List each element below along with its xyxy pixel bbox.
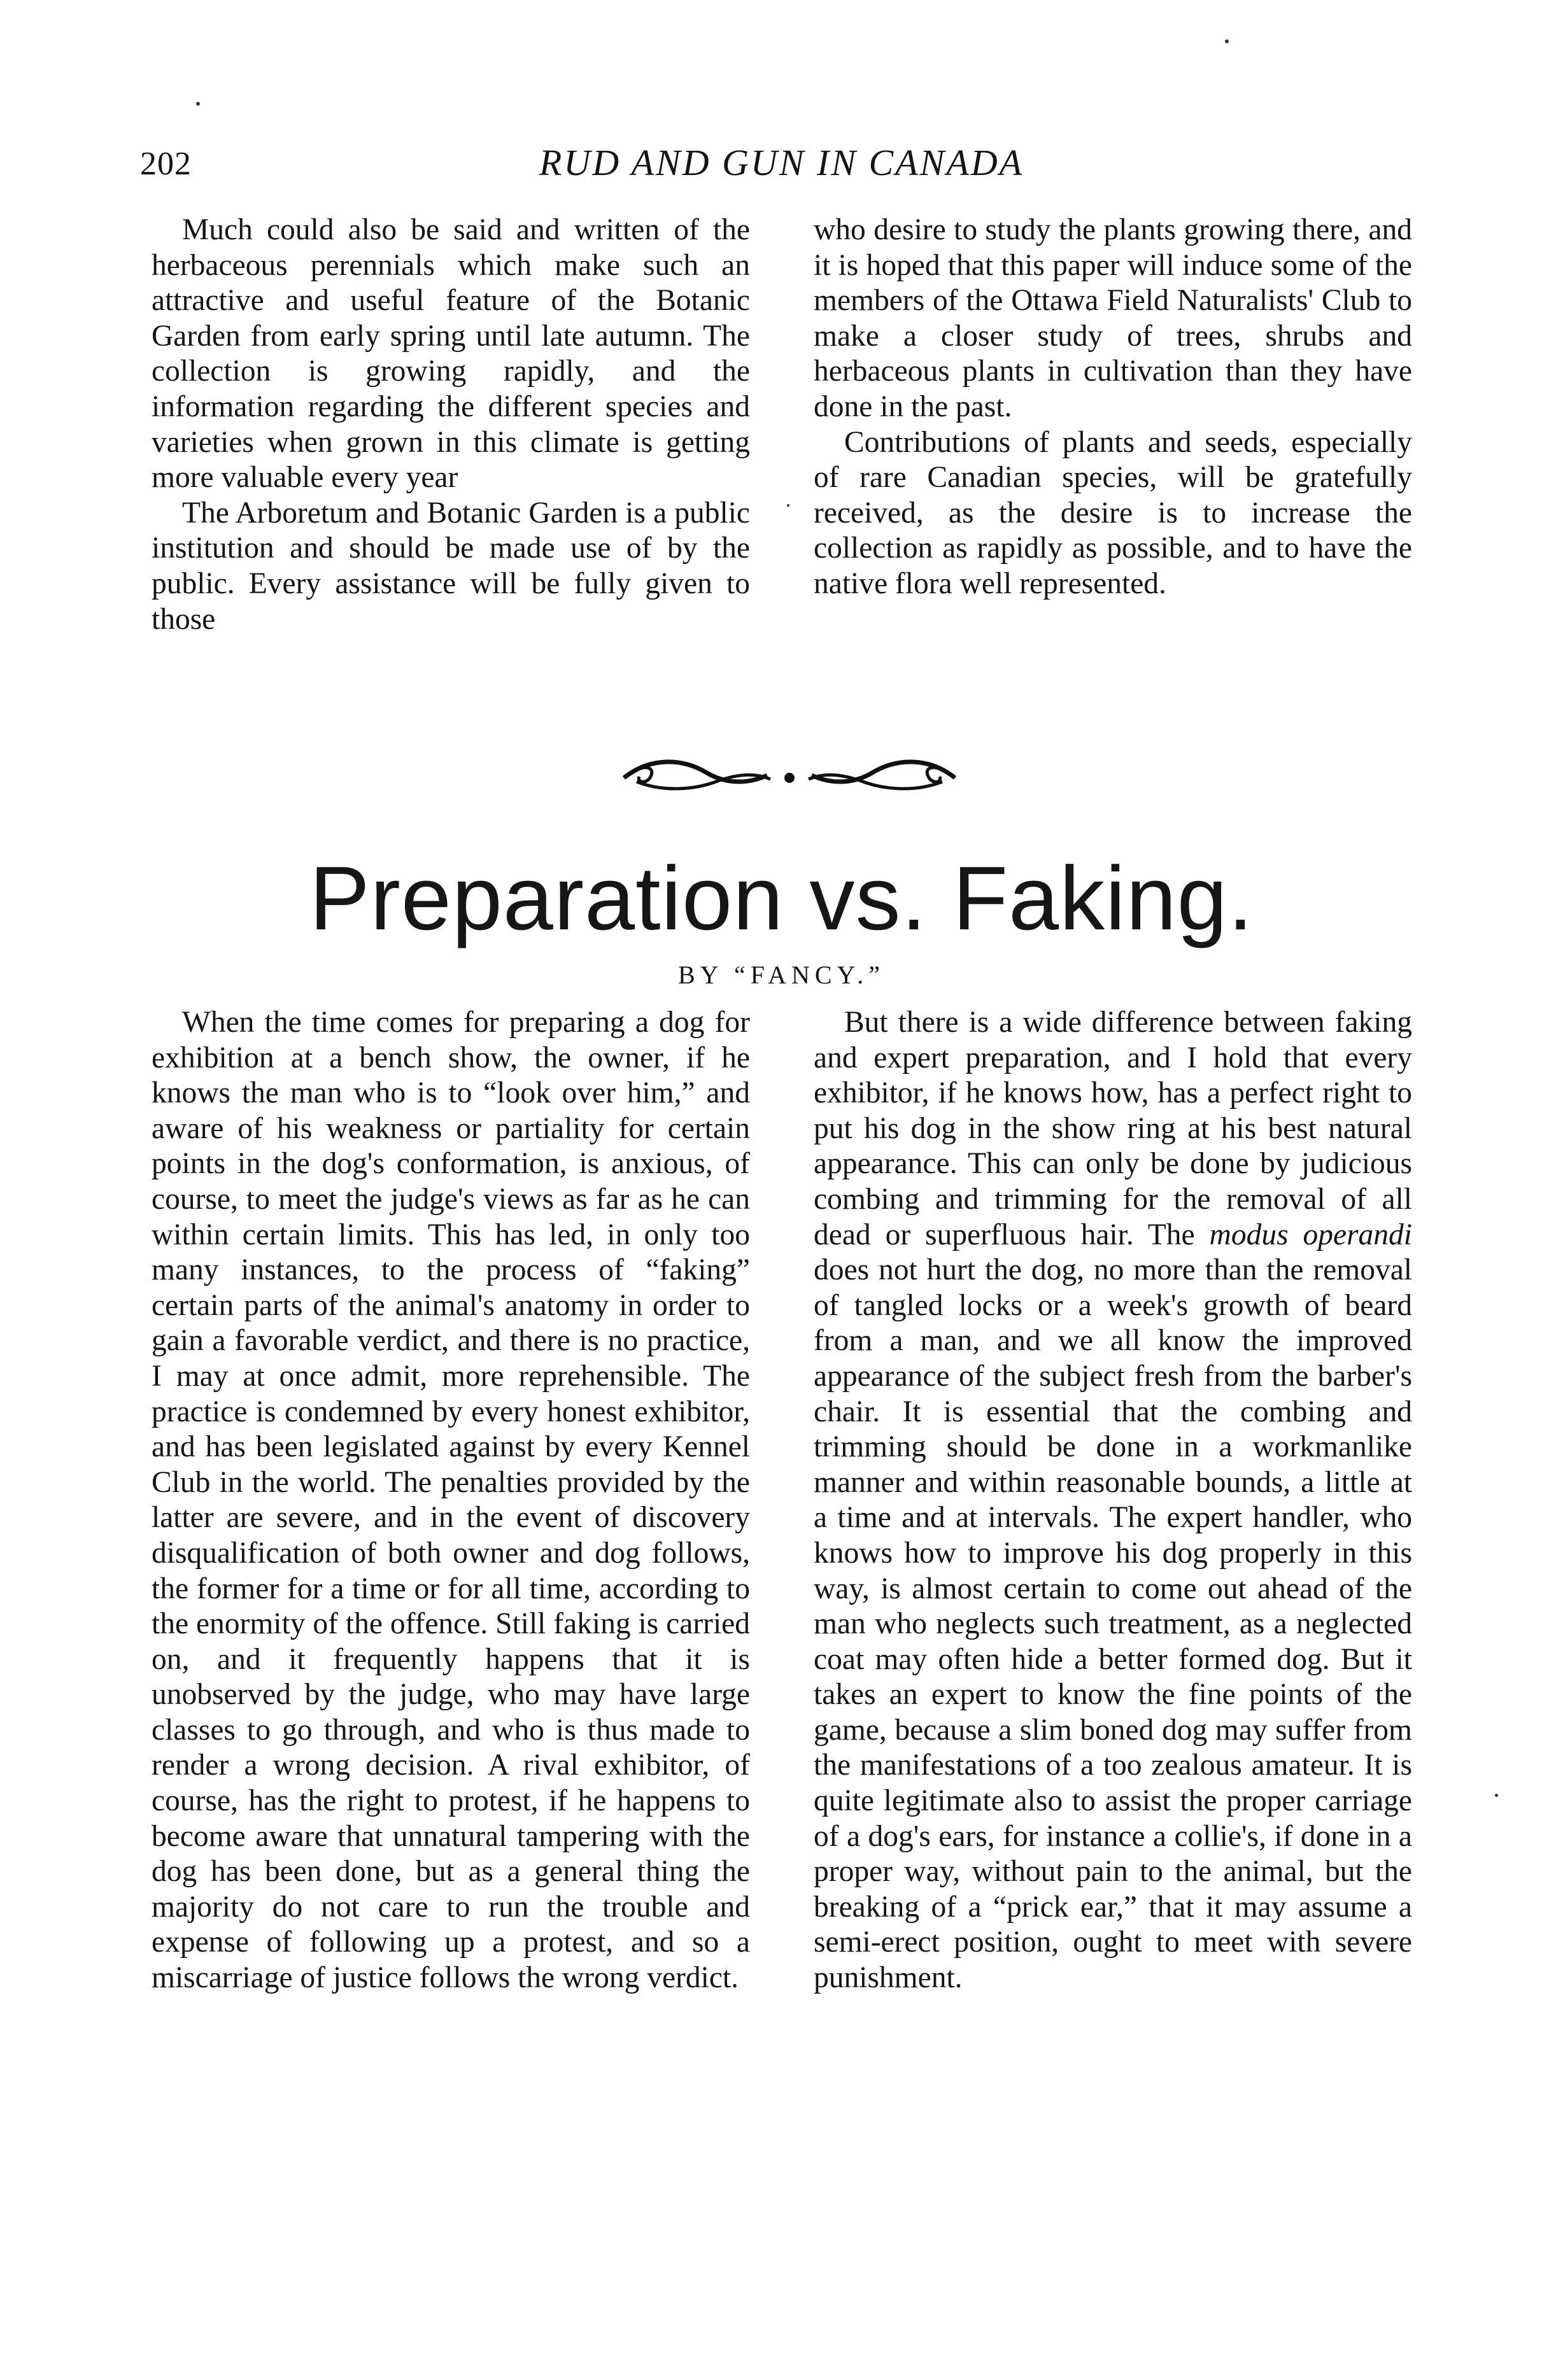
print-speck [196, 102, 200, 106]
running-head [0, 141, 1563, 186]
article-text-run: does not hurt the dog, no more than the removal of tangled locks or a week's growth of beard from a man, and we all know the improved appearance of the subject fresh from the barber's chair. It is essential that the combing and trimming should be done in a workmanlike manner and within reasonable bounds, a little at a time and at intervals. The expert handler, who knows how to improve his dog properly in this way, is almost certain to come out ahead of the man who neglects such treatment, as a neglected coat may often hide a better formed dog. But it takes an expert to know the fine points of the game, because a slim boned dog may suffer from the manifestations of a too zealous amateur. It is quite legitimate also to assist the proper carriage of a dog's ears, for instance a collie's, if done in a proper way, without pain to the animal, but the breaking of a “prick ear,” that it may assume a semi-erect position, ought to meet with severe punishment. [814, 1253, 1412, 1995]
article-paragraph: When the time comes for preparing a dog for exhibition at a bench show, the owner, if he knows the man who is to “look over him,” and aware of his weakness or partiality for certain points in the dog's conformation, is anxious, of course, to meet the judge's views as far as he can within certain limits. This has led, in only too many instances, to the process of “faking” certain parts of the animal's anatomy in order to gain a favorable verdict, and there is no practice, I may at once admit, more reprehensible. The practice is condemned by every honest exhibitor, and has been legislated against by every Kennel Club in the world. The penalties provided by the latter are severe, and in the event of discovery disqualification of both owner and dog follows, the former for a time or for all time, according to the enormity of the offence. Still faking is carried on, and it frequently happens that it is unobserved by the judge, who may have large classes to go through, and who is thus made to render a wrong decision. A rival exhibitor, of course, has the right to protest, if he happens to become aware that unnatural tampering with the dog has been done, but as a general thing the majority do not care to run the trouble and expense of following up a protest, and so a miscarriage of justice follows the wrong verdict. [152, 1006, 750, 1995]
previous-article-paragraph: Much could also be said and written of the herbaceous perennials which make such an attractive and useful feature of the Botanic Garden from early spring until late autumn. The collection is growing rapidly, and the information regarding the different species and varieties when grown in this climate is getting more valuable every year [152, 213, 750, 495]
article-text-run: But there is a wide difference between faking and expert preparation, and I hold that every exhibitor, if he knows how, has a perfect right to put his dog in the show ring at his best natural appearance. This can only be done by judicious combing and trimming for the removal of all dead or superfluous hair. The [814, 1006, 1412, 1251]
print-speck [1495, 1794, 1498, 1797]
article-byline: BY “FANCY.” [677, 961, 886, 989]
previous-article-paragraph: The Arboretum and Botanic Garden is a public institution and should be made use of by the public. Every assistance will be fully given to those [152, 496, 750, 636]
print-speck [1225, 39, 1229, 43]
running-title: RUD AND GUN IN CANADA [539, 142, 1024, 183]
italic-phrase: modus operandi [1209, 1218, 1412, 1251]
article-right-column [814, 1005, 1412, 1996]
scroll-ornament-divider-icon [611, 751, 968, 802]
previous-article-paragraph: Contributions of plants and seeds, especially of rare Canadian species, will be gratefully received, as the desire is to increase the collection as rapidly as possible, and to have the native flora well represented. [814, 425, 1412, 600]
previous-article-right-column [814, 213, 1412, 602]
page-number: 202 [140, 146, 192, 182]
print-speck [787, 504, 789, 507]
article-paragraph [814, 1005, 1412, 1996]
previous-article-paragraph: who desire to study the plants growing there, and it is hoped that this paper will induce some of the members of the Ottawa Field Naturalists' Club to make a closer study of trees, shrubs and herbaceous plants in cultivation than they have done in the past. [814, 213, 1412, 423]
article-title: Preparation vs. Faking. [309, 848, 1254, 949]
previous-article-left-column [152, 213, 750, 637]
article-left-column [152, 1005, 750, 1996]
